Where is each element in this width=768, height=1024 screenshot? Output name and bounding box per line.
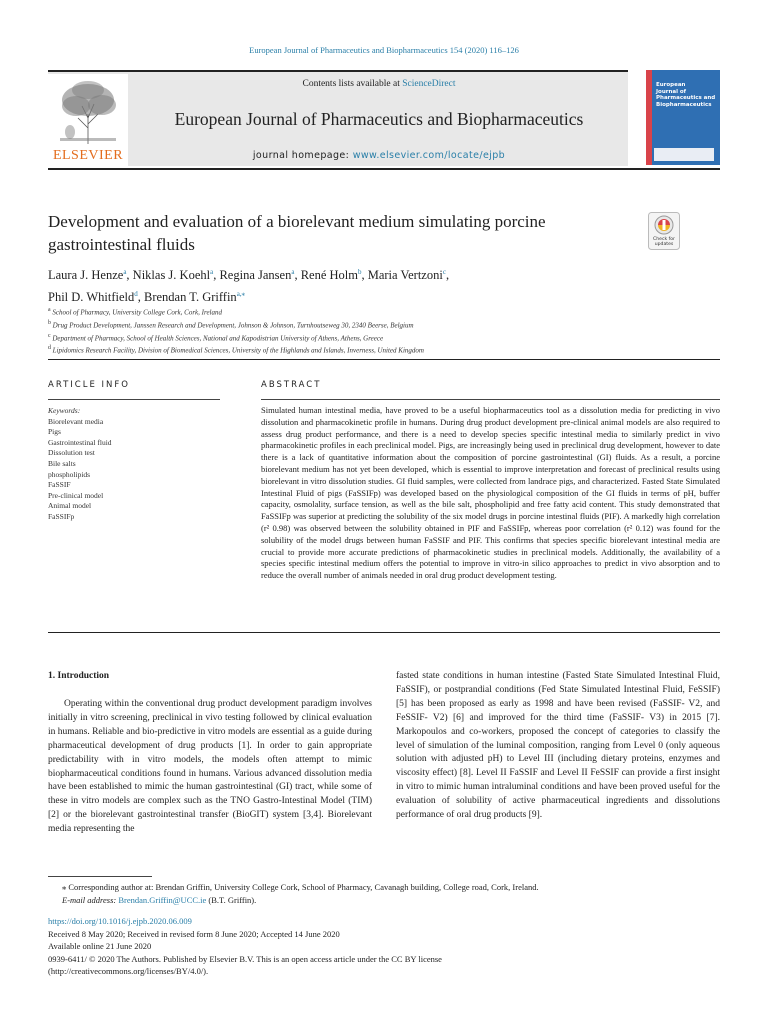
cover-strip bbox=[646, 70, 652, 165]
affiliation: $^b$ Drug Product Development, Janssen Research and Development, Johnson & Johnson, Turnhoutseweg 30, 2340 Beerse, Belgium bbox=[48, 319, 414, 330]
homepage-prefix: journal homepage: bbox=[252, 150, 353, 161]
journal-title: European Journal of Pharmaceutics and Biopharmaceutics bbox=[174, 109, 584, 129]
author[interactable]: Regina Jansen bbox=[219, 268, 292, 283]
keyword: phospholipids bbox=[48, 469, 91, 479]
available-online: Available online 21 June 2020 bbox=[48, 941, 152, 951]
doi-link[interactable]: https://doi.org/10.1016/j.ejpb.2020.06.009 bbox=[48, 916, 192, 926]
keyword: Pigs bbox=[48, 427, 61, 437]
article-title: Development and evaluation of a biorelevant medium simulating porcine gastrointestinal fluids bbox=[48, 212, 546, 254]
header-bottom-rule bbox=[48, 168, 720, 170]
email-link[interactable]: Brendan.Griffin@UCC.ie bbox=[118, 894, 207, 905]
email-line: E-mail address: Brendan.Griffin@UCC.ie (B.T. Griffin). bbox=[62, 894, 257, 905]
keywords-list bbox=[48, 406, 220, 523]
check-for-updates-icon[interactable] bbox=[648, 212, 680, 250]
keyword: FaSSIFp bbox=[48, 511, 75, 521]
article-info-rule bbox=[48, 399, 220, 400]
journal-citation[interactable]: European Journal of Pharmaceutics and Biopharmaceutics 154 (2020) 116–126 bbox=[249, 45, 519, 55]
keyword: Biorelevant media bbox=[48, 416, 104, 426]
author[interactable]: Niklas J. Koehl bbox=[132, 268, 211, 283]
license-url[interactable]: (http://creativecommons.org/licenses/BY/4.0/). bbox=[48, 966, 209, 976]
abstract-text: Simulated human intestinal media, have proved to be a useful biopharmaceutics tool as a dissolution media for predicting in vivo dissolution and pharmacokinetic profile in humans. During drug product development pre-clinical animal models are also required to assess drug product performance, and there is a need to develop species specific intestinal media to similarly predict in vivo pharmacokinetic profiles in each preclinical model. Pigs, are increasingly being used in preclinical drug development, however to date there is a lack of quantitative information about the composition of porcine gastrointestinal (GI) fluids. As a result, a porcine biorelevant medium has not yet been developed, which is essential to improve interpretation and forecast of preclinical results using biorelevant in vitro dissolution studies. GI fluid samples, were collected from landrace pigs, and characterized. Fasted State Simulated Intestinal Fluid of pigs (FaSSIFp) was developed based on the physiological composition of the GI fluids in terms of pH, buffer capacity, osmolality, surface tension, as well as the bile salt, phospholipid and free fatty acid content. This study demonstrated that FaSSIFp was superior at predicting the solubility of the six model drugs in porcine intestinal fluids (PIF). A markedly high correlation (r² 0.98) was observed between the solubility obtained in PIF and FaSSIFp, whereas poor correlation (r² 0.12) was found for the solubility of the model drugs between human FaSSIF and PIF. This confirms that species specific biorelevant intestinal media are crucial to provide more accurate predictions of pharmacokinetic studies in preclinical models. Additionally, the availability of a species specific intestinal medium offers the potential to improve in vitro-in silico approaches to predict in vivo absorption and to reduce the overall number of animals needed in oral drug product development testing. bbox=[261, 405, 720, 581]
keyword: Gastrointestinal fluid bbox=[48, 437, 112, 447]
author[interactable]: Maria Vertzoni bbox=[367, 268, 443, 283]
introduction-heading: 1. Introduction bbox=[48, 671, 110, 681]
author[interactable]: Brendan T. Griffin bbox=[143, 290, 237, 305]
affiliation: $^a$ School of Pharmacy, University College Cork, Cork, Ireland bbox=[48, 307, 223, 317]
affiliations bbox=[48, 305, 668, 356]
abstract-bottom-rule bbox=[48, 632, 720, 633]
keyword: Pre-clinical model bbox=[48, 490, 104, 500]
keyword: FaSSIF bbox=[48, 480, 71, 490]
publication-info bbox=[48, 915, 720, 978]
elsevier-tree-icon bbox=[52, 78, 124, 146]
cover-title: European Journal of Pharmaceutics and Biopharmaceutics bbox=[656, 82, 716, 108]
section-rule bbox=[48, 359, 720, 360]
license-line: 0939-6411/ © 2020 The Authors. Published by Elsevier B.V. This is an open access article under the CC BY license bbox=[48, 953, 442, 964]
cover-footer bbox=[654, 148, 714, 161]
footnote bbox=[48, 881, 720, 906]
keyword: Dissolution test bbox=[48, 448, 95, 458]
keyword: Bile salts bbox=[48, 458, 76, 468]
footnote-rule bbox=[48, 876, 152, 877]
sciencedirect-link[interactable]: ScienceDirect bbox=[402, 79, 456, 89]
body-left-column: Operating within the conventional drug product development paradigm involves initially in vitro screening, preclinical in vivo testing followed by clinical evaluation in humans. Reliable and bio-predictive in vitro models are essential as a guide during pharmaceutical development of drug products [1]. In order to gain appropriate predictability with in vitro models, the models often attempt to mimic biopharmaceutical conditions found in humans. Various advanced dissolution media have been established to mimic the human gastrointestinal (GI) tract, while some of these in vitro models are complex such as the TNO Gastro-Intestinal Model (TIM) [2] or the biorelevant gastrointestinal transfer (BioGIT) system [3,4]. Biorelevant media representing the bbox=[48, 699, 372, 835]
publisher-wordmark: ELSEVIER bbox=[52, 148, 124, 163]
author-list: Laura J. Henze$^a$, Niklas J. Koehl$^a$, Regina Jansen$^a$, René Holm$^b$, Maria Vertzoni$^c$, Phil D. Whitfield$^d$, Brendan T. Griffin$^{a,⁎}$ bbox=[48, 268, 450, 305]
abstract-rule bbox=[261, 399, 720, 400]
author[interactable]: René Holm bbox=[300, 268, 358, 283]
author[interactable]: Laura J. Henze bbox=[48, 268, 124, 283]
keywords-label: Keywords: bbox=[48, 406, 81, 415]
corresponding-author-note: ⁎ Corresponding author at: Brendan Griffin, University College Cork, School of Pharmacy, Cavanagh building, College road, Cork, Ireland. bbox=[62, 882, 539, 892]
article-info-heading: ARTICLE INFO bbox=[48, 380, 130, 390]
journal-cover-thumbnail[interactable] bbox=[646, 70, 720, 165]
affiliation: $^c$ Department of Pharmacy, School of Health Sciences, National and Kapodistrian University of Athens, Athens, Greece bbox=[48, 332, 384, 342]
author[interactable]: Phil D. Whitfield bbox=[48, 290, 135, 305]
body-right-column: fasted state conditions in human intestine (Fasted State Simulated Intestinal Fluid, FaSSIF), or postprandial conditions (Fed State Simulated Intestinal Fluid, FeSSIF) [5] has been proposed as early as 1998 and have been revised (FaSSIF- V2, and FeSSIF- V2) [6] and improved for the third time (FaSSIF- V3) in 2015 [7]. Markopoulos and co-workers, proposed the concept of categories to classify the level of simulation of the luminal composition, ranging from Level 0 (only aqueous solution with adjusted pH) to Level III (including dietary proteins, enzymes and viscosity effect) [8]. Level II FaSSIF and Level II FeSSIF can provide a first insight in vitro to mimic human intraluminal conditions and have been proved useful for the evaluation of solubility of active pharmaceutical ingredients and dissolutions performance of oral drug products [9]. bbox=[396, 671, 720, 821]
abstract-heading: ABSTRACT bbox=[261, 380, 322, 390]
homepage-line bbox=[130, 150, 628, 161]
homepage-link[interactable]: www.elsevier.com/locate/ejpb bbox=[352, 150, 506, 161]
contents-line bbox=[130, 79, 628, 89]
svg-text:updates: updates bbox=[654, 242, 674, 247]
received-dates: Received 8 May 2020; Received in revised form 8 June 2020; Accepted 14 June 2020 bbox=[48, 928, 340, 939]
keyword: Animal model bbox=[48, 501, 92, 511]
svg-text:Check for: Check for bbox=[653, 237, 675, 242]
contents-prefix: Contents lists available at bbox=[302, 79, 403, 89]
affiliation: $^d$ Lipidomics Research Facility, Division of Biomedical Sciences, University of the Highlands and Islands, Inverness, United Kingdom bbox=[48, 345, 424, 355]
